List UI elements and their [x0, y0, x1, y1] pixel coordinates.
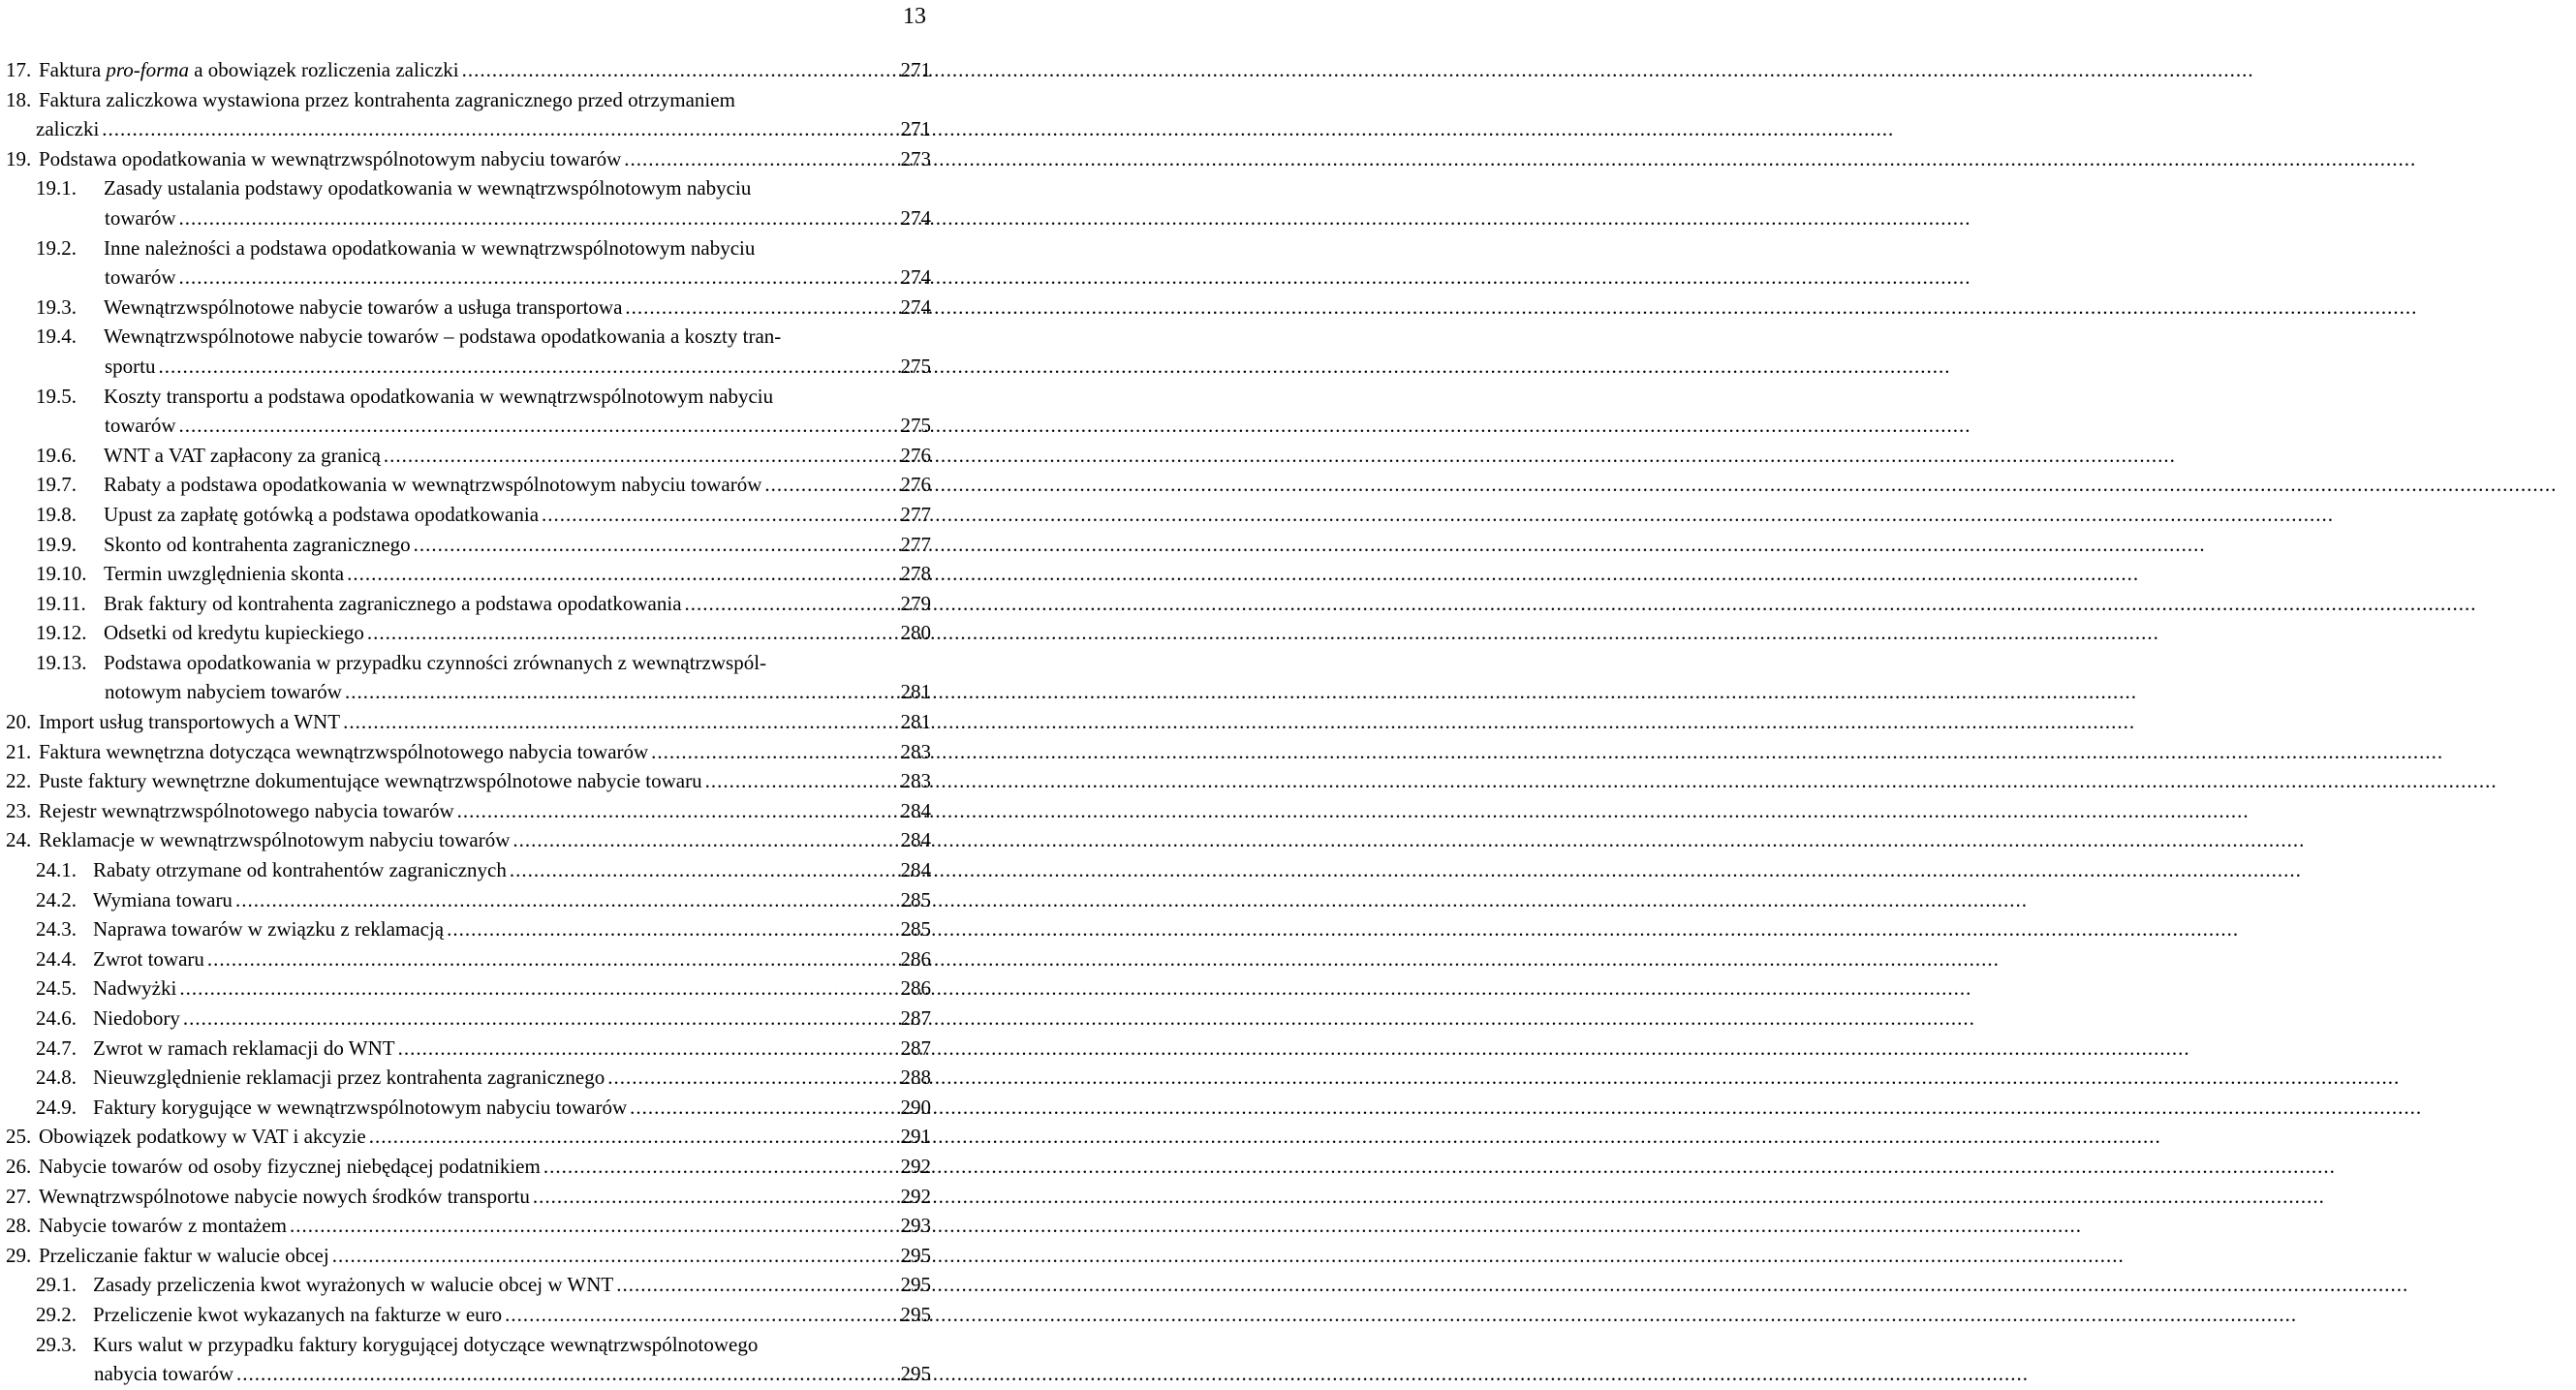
- dot-leader: [651, 737, 895, 767]
- toc-entry-title: Rabaty a podstawa opodatkowania w wewnątrzwspólnotowym nabyciu towarów: [104, 473, 762, 497]
- toc-entry-title: Wewnątrzwspólnotowe nabycie towarów – podstawa opodatkowania a koszty tran-: [104, 324, 782, 349]
- toc-entry: [6, 1093, 931, 1123]
- dot-leader: [764, 470, 895, 500]
- toc-entry: [6, 618, 931, 648]
- toc-entry: [6, 441, 931, 471]
- toc-entry-title: Kurs walut w przypadku faktury korygującej dotyczące wewnątrzwspólnotowego: [93, 1332, 759, 1356]
- dot-leader: [543, 1152, 895, 1182]
- toc-entry-title: Rabaty otrzymane od kontrahentów zagranicznych: [93, 858, 507, 882]
- toc-entry-title: Skonto od kontrahenta zagranicznego: [104, 532, 411, 556]
- table-of-contents: [6, 55, 931, 1389]
- toc-entry-page: 274: [900, 265, 931, 290]
- toc-entry-number: 29.2.: [36, 1302, 77, 1326]
- toc-entry-title: [39, 55, 459, 85]
- toc-entry: [6, 1300, 931, 1330]
- toc-entry-number: 19.11.: [36, 591, 86, 615]
- toc-entry: [6, 766, 931, 796]
- toc-entry-title: Nadwyżki: [93, 976, 177, 1001]
- toc-entry-title: Podstawa opodatkowania w przypadku czynności zrównanych z wewnątrzwspól-: [104, 650, 767, 674]
- dot-leader: [178, 263, 895, 293]
- toc-entry: [6, 144, 931, 174]
- dot-leader: [178, 411, 895, 441]
- toc-entry-title: Podstawa opodatkowania w wewnątrzwspólnotowym nabyciu towarów: [39, 146, 622, 170]
- toc-entry-title: Obowiązek podatkowy w VAT i akcyzie: [39, 1125, 366, 1149]
- toc-entry-page: 281: [900, 710, 931, 734]
- toc-entry-page: 285: [900, 917, 931, 942]
- dot-leader: [102, 114, 895, 144]
- toc-entry-title: Koszty transportu a podstawa opodatkowania w wewnątrzwspólnotowym nabyciu: [104, 384, 774, 408]
- toc-entry-title: WNT a VAT zapłacony za granicą: [104, 443, 381, 467]
- dot-leader: [625, 293, 895, 323]
- toc-entry-page: 276: [900, 473, 931, 497]
- toc-entry-title: Zasady przeliczenia kwot wyrażonych w walucie obcej w WNT: [93, 1273, 614, 1297]
- toc-entry-page: 274: [900, 205, 931, 230]
- toc-entry: [6, 648, 931, 678]
- toc-entry: [6, 825, 931, 855]
- toc-entry-number: 19.: [6, 146, 32, 170]
- dot-leader: [343, 707, 895, 737]
- toc-entry: [6, 677, 931, 707]
- toc-entry: [6, 470, 931, 500]
- toc-entry-number: 19.3.: [36, 294, 77, 319]
- toc-entry-page: 286: [900, 946, 931, 971]
- toc-entry-title: Upust za zapłatę gotówką a podstawa opodatkowania: [104, 502, 540, 526]
- toc-entry-title: Brak faktury od kontrahenta zagranicznego a podstawa opodatkowania: [104, 591, 682, 615]
- dot-leader: [183, 1004, 895, 1034]
- toc-entry-number: 18.: [6, 87, 32, 111]
- toc-entry-page: 275: [900, 414, 931, 438]
- toc-entry: [6, 263, 931, 293]
- dot-leader: [179, 973, 895, 1004]
- dot-leader: [447, 914, 895, 944]
- dot-leader: [332, 1241, 895, 1271]
- dot-leader: [510, 855, 895, 885]
- toc-entry-page: 285: [900, 887, 931, 911]
- dot-leader: [236, 1359, 895, 1389]
- toc-entry-title: Faktura wewnętrzna dotycząca wewnątrzwspólnotowego nabycia towarów: [39, 739, 649, 763]
- toc-entry-page: 279: [900, 591, 931, 615]
- toc-entry: [6, 796, 931, 826]
- toc-entry: [6, 707, 931, 737]
- dot-leader: [624, 144, 895, 174]
- toc-entry: [6, 914, 931, 944]
- dot-leader: [207, 944, 895, 974]
- toc-entry-page: 275: [900, 354, 931, 378]
- toc-entry-title: Niedobory: [93, 1006, 180, 1030]
- toc-entry-number: 24.3.: [36, 917, 77, 942]
- dot-leader: [533, 1182, 895, 1212]
- toc-entry: [6, 233, 931, 263]
- toc-entry-title: Inne należności a podstawa opodatkowania w wewnątrzwspólnotowym nabyciu: [104, 235, 756, 260]
- toc-entry-title: Nabycie towarów od osoby fizycznej niebędącej podatnikiem: [39, 1154, 541, 1178]
- toc-entry-page: 277: [900, 532, 931, 556]
- toc-entry-page: 273: [900, 146, 931, 170]
- toc-entry-number: 29.: [6, 1243, 32, 1267]
- dot-leader: [457, 796, 895, 826]
- dot-leader: [347, 559, 895, 589]
- toc-entry-title: Przeliczanie faktur w walucie obcej: [39, 1243, 329, 1267]
- toc-entry-number: 19.9.: [36, 532, 77, 556]
- toc-entry-title: Wewnątrzwspólnotowe nabycie nowych środków transportu: [39, 1184, 530, 1208]
- toc-entry-title: Wymiana towaru: [93, 887, 233, 911]
- toc-entry-page: 292: [900, 1184, 931, 1208]
- toc-entry: [6, 855, 931, 885]
- dot-leader: [542, 500, 895, 530]
- toc-entry: [6, 382, 931, 412]
- dot-leader: [398, 1034, 895, 1064]
- toc-entry-page: 281: [900, 680, 931, 704]
- toc-entry: [6, 1063, 931, 1093]
- toc-entry-number: 23.: [6, 798, 32, 822]
- toc-entry: [6, 973, 931, 1004]
- toc-entry-title: towarów: [105, 414, 176, 438]
- dot-leader: [505, 1300, 895, 1330]
- toc-entry-number: 24.5.: [36, 976, 77, 1001]
- toc-entry-page: 293: [900, 1214, 931, 1238]
- toc-entry: [6, 944, 931, 974]
- toc-entry-title: sportu: [105, 354, 156, 378]
- toc-entry-page: 278: [900, 562, 931, 586]
- dot-leader: [705, 766, 895, 796]
- toc-entry: [6, 1330, 931, 1360]
- toc-entry-title: notowym nabyciem towarów: [105, 680, 342, 704]
- toc-entry-title: Wewnątrzwspólnotowe nabycie towarów a usługa transportowa: [104, 294, 623, 319]
- toc-entry-number: 19.6.: [36, 443, 77, 467]
- toc-entry: [6, 500, 931, 530]
- toc-entry-number: 22.: [6, 769, 32, 793]
- toc-entry-page: 283: [900, 739, 931, 763]
- toc-entry: [6, 173, 931, 203]
- toc-entry: [6, 589, 931, 619]
- toc-entry-number: 19.2.: [36, 235, 77, 260]
- toc-entry-number: 24.: [6, 828, 32, 852]
- toc-entry-page: 274: [900, 294, 931, 319]
- toc-entry: [6, 352, 931, 382]
- toc-entry-title: Zwrot towaru: [93, 946, 204, 971]
- dot-leader: [384, 441, 895, 471]
- dot-leader: [630, 1093, 895, 1123]
- toc-entry-title: nabycia towarów: [94, 1362, 234, 1386]
- dot-leader: [345, 677, 895, 707]
- toc-entry-title: towarów: [105, 205, 176, 230]
- toc-entry-title: Zasady ustalania podstawy opodatkowania w wewnątrzwspólnotowym nabyciu: [104, 176, 752, 201]
- toc-entry-title: Termin uwzględnienia skonta: [104, 562, 345, 586]
- toc-entry: [6, 737, 931, 767]
- dot-leader: [178, 203, 895, 233]
- toc-entry-title: Nieuwzględnienie reklamacji przez kontrahenta zagranicznego: [93, 1066, 605, 1090]
- toc-entry-number: 19.13.: [36, 650, 87, 674]
- dot-leader: [512, 825, 895, 855]
- toc-entry-number: 25.: [6, 1125, 32, 1149]
- toc-entry: [6, 1241, 931, 1271]
- toc-entry-number: 24.7.: [36, 1035, 77, 1060]
- dot-leader: [367, 618, 895, 648]
- toc-entry: [6, 530, 931, 560]
- dot-leader: [290, 1211, 895, 1241]
- toc-entry-number: 19.7.: [36, 473, 77, 497]
- toc-entry-number: 29.3.: [36, 1332, 77, 1356]
- toc-entry-page: 288: [900, 1066, 931, 1090]
- dot-leader: [369, 1122, 895, 1152]
- toc-entry-number: 29.1.: [36, 1273, 77, 1297]
- dot-leader: [685, 589, 895, 619]
- toc-entry: [6, 114, 931, 144]
- toc-entry-number: 17.: [6, 58, 32, 81]
- toc-entry-title: Naprawa towarów w związku z reklamacją: [93, 917, 445, 942]
- toc-entry-page: 283: [900, 769, 931, 793]
- toc-entry-page: 290: [900, 1095, 931, 1119]
- dot-leader: [235, 885, 895, 915]
- toc-entry-number: 20.: [6, 710, 32, 734]
- toc-entry-title: Reklamacje w wewnątrzwspólnotowym nabyciu towarów: [39, 828, 511, 852]
- toc-entry-page: 292: [900, 1154, 931, 1178]
- toc-entry-number: 24.9.: [36, 1095, 77, 1119]
- toc-entry-number: 26.: [6, 1154, 32, 1178]
- toc-entry-page: 271: [900, 117, 931, 141]
- toc-entry-page: 284: [900, 858, 931, 882]
- toc-entry: [6, 1359, 931, 1389]
- toc-entry: [6, 1270, 931, 1300]
- toc-entry-number: 24.6.: [36, 1006, 77, 1030]
- toc-entry-page: 291: [900, 1125, 931, 1149]
- toc-entry-page: 271: [900, 58, 931, 81]
- toc-entry-number: 19.4.: [36, 324, 77, 349]
- toc-entry-number: 19.8.: [36, 502, 77, 526]
- toc-entry: [6, 1211, 931, 1241]
- dot-leader: [159, 352, 896, 382]
- dot-leader: [607, 1063, 895, 1093]
- dot-leader: [414, 530, 895, 560]
- toc-entry-number: 24.2.: [36, 887, 77, 911]
- toc-entry-page: 295: [900, 1273, 931, 1297]
- toc-entry: [6, 203, 931, 233]
- toc-entry-number: 28.: [6, 1214, 32, 1238]
- toc-entry: [6, 322, 931, 352]
- toc-entry-number: 21.: [6, 739, 32, 763]
- toc-entry-page: 280: [900, 621, 931, 645]
- toc-entry: [6, 1034, 931, 1064]
- toc-entry-title: Zwrot w ramach reklamacji do WNT: [93, 1035, 395, 1060]
- toc-entry-number: 19.10.: [36, 562, 87, 586]
- toc-entry-title: Rejestr wewnątrzwspólnotowego nabycia towarów: [39, 798, 454, 822]
- toc-entry: [6, 85, 931, 115]
- toc-entry-number: 19.12.: [36, 621, 87, 645]
- toc-entry: [6, 1182, 931, 1212]
- toc-entry-title: Przeliczenie kwot wykazanych na fakturze w euro: [93, 1302, 503, 1326]
- toc-entry-title: Nabycie towarów z montażem: [39, 1214, 287, 1238]
- toc-entry-title-part: a obowiązek rozliczenia zaliczki: [188, 58, 459, 81]
- toc-entry-number: 19.5.: [36, 384, 77, 408]
- toc-entry: [6, 411, 931, 441]
- toc-entry-title: Faktura zaliczkowa wystawiona przez kontrahenta zagranicznego przed otrzymaniem: [39, 87, 735, 111]
- dot-leader: [462, 55, 895, 85]
- toc-entry-page: 284: [900, 828, 931, 852]
- toc-entry-page: 295: [900, 1302, 931, 1326]
- toc-entry: [6, 885, 931, 915]
- toc-entry-title-italic: pro-forma: [106, 58, 189, 81]
- toc-entry-number: 27.: [6, 1184, 32, 1208]
- toc-entry: [6, 1004, 931, 1034]
- toc-entry-title-part: Faktura: [39, 58, 107, 81]
- toc-entry: [6, 55, 931, 85]
- toc-entry-title: Import usług transportowych a WNT: [39, 710, 341, 734]
- toc-entry-title: zaliczki: [36, 117, 100, 141]
- toc-entry-page: 287: [900, 1006, 931, 1030]
- toc-entry: [6, 293, 931, 323]
- toc-entry-title: Faktury korygujące w wewnątrzwspólnotowym nabyciu towarów: [93, 1095, 628, 1119]
- toc-entry: [6, 1152, 931, 1182]
- dot-leader: [616, 1270, 895, 1300]
- toc-entry-page: 295: [900, 1362, 931, 1386]
- toc-entry-number: 24.8.: [36, 1066, 77, 1090]
- toc-entry: [6, 1122, 931, 1152]
- toc-entry-number: 24.4.: [36, 946, 77, 971]
- toc-entry-title: Odsetki od kredytu kupieckiego: [104, 621, 364, 645]
- toc-entry-page: 276: [900, 443, 931, 467]
- toc-entry-title: Puste faktury wewnętrzne dokumentujące wewnątrzwspólnotowe nabycie towaru: [39, 769, 702, 793]
- toc-entry-page: 286: [900, 976, 931, 1001]
- toc-entry-page: 284: [900, 798, 931, 822]
- toc-entry-page: 277: [900, 502, 931, 526]
- toc-entry-title: towarów: [105, 265, 176, 290]
- page-number: 13: [903, 4, 926, 29]
- toc-entry-page: 287: [900, 1035, 931, 1060]
- toc-entry-number: 24.1.: [36, 858, 77, 882]
- toc-entry-number: 19.1.: [36, 176, 77, 201]
- toc-entry: [6, 559, 931, 589]
- toc-entry-page: 295: [900, 1243, 931, 1267]
